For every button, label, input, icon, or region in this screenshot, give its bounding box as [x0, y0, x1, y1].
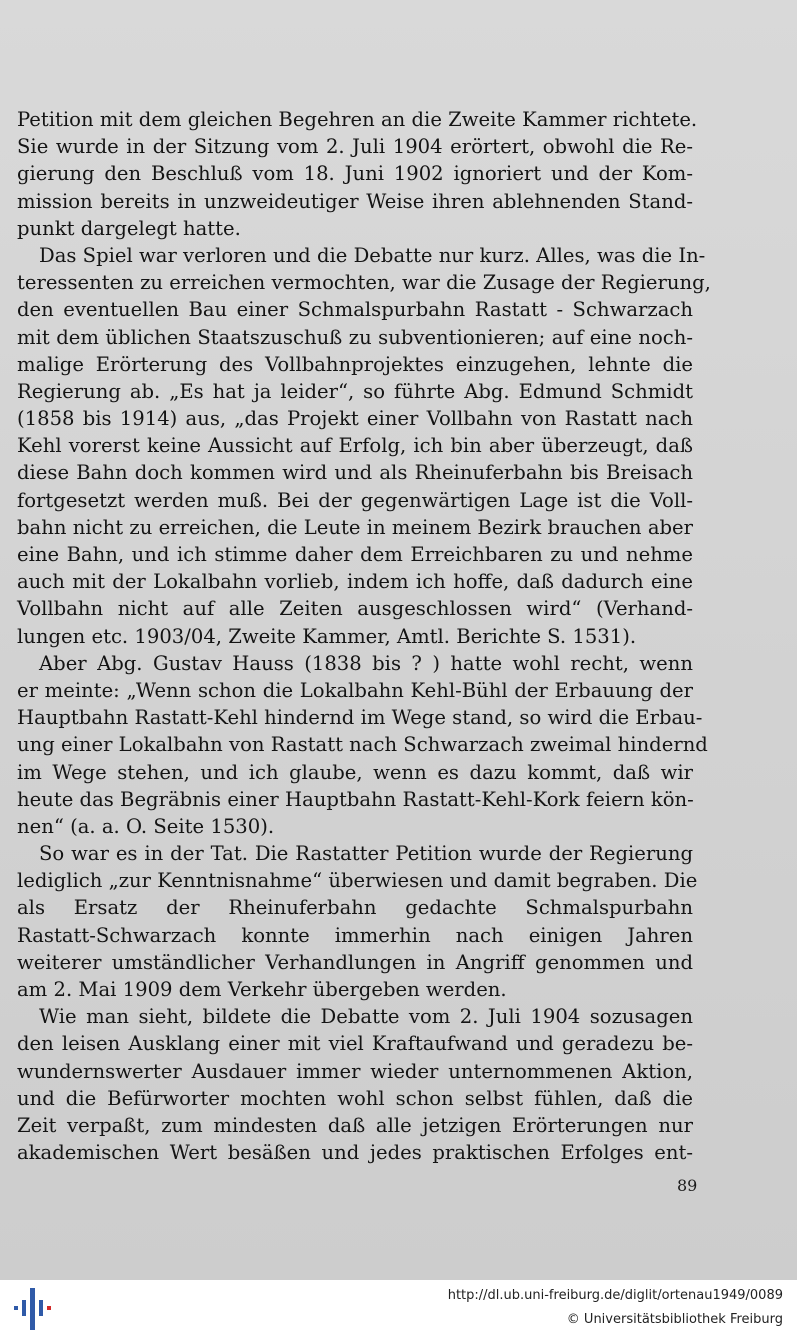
text-line: Rastatt-Schwarzach konnte immerhin nach einigen Jahren [17, 923, 693, 947]
text-line: gierung den Beschluß vom 18. Juni 1902 ignoriert und der Kom- [17, 162, 693, 186]
text-line: auch mit der Lokalbahn vorlieb, indem ich hoffe, daß dadurch eine [17, 570, 693, 594]
text-line: lediglich „zur Kenntnisnahme“ überwiesen und damit begraben. Die [17, 869, 698, 893]
text-line: eine Bahn, und ich stimme daher dem Erreichbaren zu und nehme [17, 543, 693, 566]
text-line: diese Bahn doch kommen wird und als Rheinuferbahn bis Breisach [17, 461, 693, 485]
paragraph-3 [17, 650, 708, 840]
text-line: ung einer Lokalbahn von Rastatt nach Schwarzach zweimal hindernd [17, 733, 708, 757]
library-logo-icon [10, 1286, 54, 1332]
text-line: mit dem üblichen Staatszuschuß zu subventionieren; auf eine noch- [17, 325, 693, 349]
text-line: akademischen Wert besäßen und jedes praktischen Erfolges ent- [17, 1141, 693, 1165]
logo-bar [14, 1306, 18, 1310]
viewer-footer [0, 1280, 797, 1336]
paragraph-4 [17, 840, 698, 1003]
paragraph-2 [17, 242, 711, 650]
text-line: weiterer umständlicher Verhandlungen in Angriff genommen und [17, 950, 693, 974]
logo-bar [47, 1306, 51, 1310]
text-line: punkt dargelegt hatte. [17, 216, 241, 240]
text-line: So war es in der Tat. Die Rastatter Petition wurde der Regierung [39, 842, 693, 866]
text-line: lungen etc. 1903/04, Zweite Kammer, Amtl. Berichte S. 1531). [17, 624, 637, 648]
text-line: fortgesetzt werden muß. Bei der gegenwärtigen Lage ist die Voll- [17, 488, 693, 512]
text-line: Das Spiel war verloren und die Debatte nur kurz. Alles, was die In- [39, 243, 706, 267]
text-line: heute das Begräbnis einer Hauptbahn Rastatt-Kehl-Kork feiern kön- [17, 787, 694, 811]
text-line: wundernswerter Ausdauer immer wieder unternommenen Aktion, [17, 1059, 693, 1083]
text-line: Regierung ab. „Es hat ja leider“, so führte Abg. Edmund Schmidt [17, 379, 693, 403]
text-line: Aber Abg. Gustav Hauss (1838 bis ? ) hatte wohl recht, wenn [39, 651, 693, 675]
text-line: Wie man sieht, bildete die Debatte vom 2. Juli 1904 sozusagen [39, 1005, 693, 1029]
text-line: Kehl vorerst keine Aussicht auf Erfolg, ich bin aber überzeugt, daß [17, 434, 693, 458]
text-line: er meinte: „Wenn schon die Lokalbahn Kehl-Bühl der Erbauung der [17, 678, 693, 702]
text-line: teressenten zu erreichen vermochten, war die Zusage der Regierung, [17, 271, 711, 295]
text-line: Hauptbahn Rastatt-Kehl hindernd im Wege stand, so wird die Erbau- [17, 706, 703, 730]
text-line: malige Erörterung des Vollbahnprojektes einzugehen, lehnte die [17, 352, 693, 376]
copyright-notice: © Universitätsbibliothek Freiburg [566, 1312, 783, 1327]
text-line: Sie wurde in der Sitzung vom 2. Juli 1904 erörtert, obwohl die Re- [17, 135, 693, 159]
text-line: (1858 bis 1914) aus, „das Projekt einer Vollbahn von Rastatt nach [17, 407, 693, 431]
paragraph-1 [17, 106, 698, 242]
logo-bar [39, 1300, 43, 1316]
text-line: Zeit verpaßt, zum mindesten daß alle jetzigen Erörterungen nur [17, 1113, 693, 1137]
text-line: am 2. Mai 1909 dem Verkehr übergeben werden. [17, 978, 507, 1001]
text-line: und die Befürworter mochten wohl schon selbst fühlen, daß die [17, 1086, 693, 1110]
text-line: Petition mit dem gleichen Begehren an die Zweite Kammer richtete. [17, 108, 698, 131]
text-line: den leisen Ausklang einer mit viel Kraftaufwand und geradezu be- [17, 1032, 693, 1056]
logo-bar [30, 1288, 35, 1330]
text-line: mission bereits in unzweideutiger Weise ihren ablehnenden Stand- [17, 189, 693, 213]
page-number: 89 [677, 1176, 698, 1195]
paragraph-5 [17, 1003, 693, 1166]
text-line: nen“ (a. a. O. Seite 1530). [17, 814, 275, 838]
text-line: Vollbahn nicht auf alle Zeiten ausgeschlossen wird“ (Verhand- [17, 597, 693, 621]
text-line: bahn nicht zu erreichen, die Leute in meinem Bezirk brauchen aber [17, 515, 693, 539]
logo-bar [22, 1300, 26, 1316]
body-text [17, 106, 711, 1166]
page-url[interactable]: http://dl.ub.uni-freiburg.de/diglit/ortenau1949/0089 [447, 1288, 783, 1303]
text-line: als Ersatz der Rheinuferbahn gedachte Schmalspurbahn [17, 896, 693, 920]
text-line: im Wege stehen, und ich glaube, wenn es dazu kommt, daß wir [17, 760, 693, 784]
text-line: den eventuellen Bau einer Schmalspurbahn Rastatt - Schwarzach [17, 298, 693, 322]
